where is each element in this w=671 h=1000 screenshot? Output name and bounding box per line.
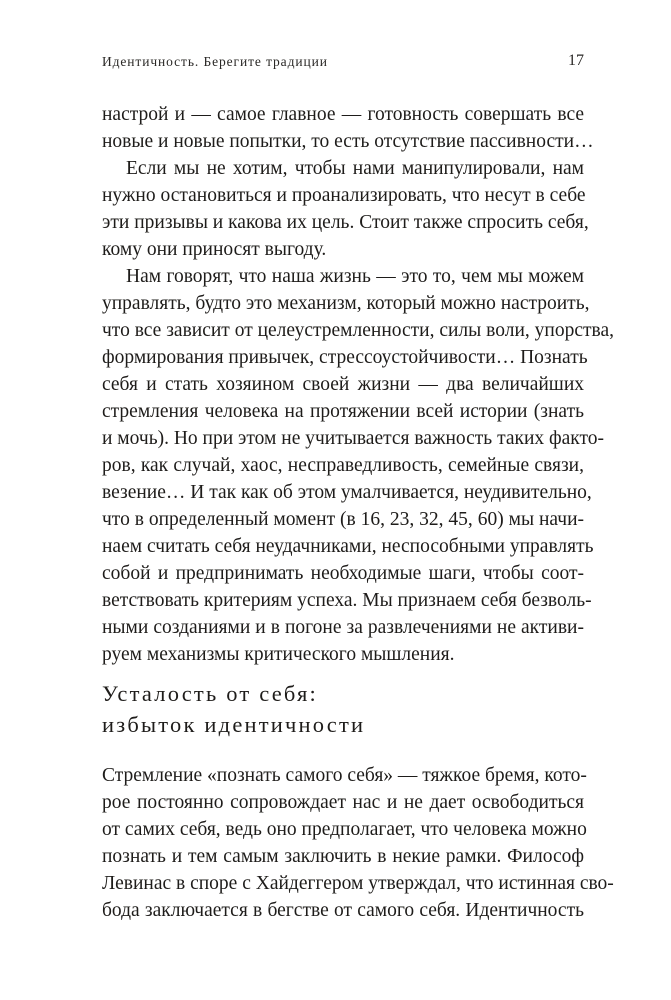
body-text-line: рое постоянно сопровождает нас и не дает освободиться xyxy=(102,792,584,813)
body-text-line: и мочь). Но при этом не учитывается важность таких факто- xyxy=(102,428,605,449)
body-text-line: новые и новые попытки, то есть отсутствие пассивности… xyxy=(102,131,594,152)
body-text-line: что все зависит от целеустремленности, силы воли, упорства, xyxy=(102,320,614,341)
body-text-line: кому они приносят выгоду. xyxy=(102,239,327,260)
section-heading-line-2: избыток идентичности xyxy=(102,712,366,737)
body-text-line: настрой и — самое главное — готовность совершать все xyxy=(102,104,584,125)
body-text-line: себя и стать хозяином своей жизни — два величайших xyxy=(102,374,584,395)
section-heading-line-1: Усталость от себя: xyxy=(102,681,318,706)
running-header-title: Идентичность. Берегите традиции xyxy=(102,54,328,69)
body-text-line: собой и предпринимать необходимые шаги, чтобы соот- xyxy=(102,563,584,584)
body-text-line: Левинас в споре с Хайдеггером утверждал, что истинная сво- xyxy=(102,873,614,894)
body-text-line: ными созданиями и в погоне за развлечениями не активи- xyxy=(102,617,584,638)
body-text-line: руем механизмы критического мышления. xyxy=(102,644,455,665)
body-text-line: ветствовать критериям успеха. Мы признаем себя безволь- xyxy=(102,590,592,611)
body-text-line: эти призывы и какова их цель. Стоит также спросить себя, xyxy=(102,212,589,233)
body-text-line: познать и тем самым заключить в некие рамки. Философ xyxy=(102,846,584,867)
body-text-line: нужно остановиться и проанализировать, что несут в себе xyxy=(102,185,586,206)
body-text-line: стремления человека на протяжении всей истории (знать xyxy=(102,401,584,422)
body-text-line: везение… И так как об этом умалчивается, неудивительно, xyxy=(102,482,592,503)
body-text-line: Нам говорят, что наша жизнь — это то, чем мы можем xyxy=(126,266,584,287)
page-number: 17 xyxy=(568,52,584,69)
body-text-line: ров, как случай, хаос, несправедливость, семейные связи, xyxy=(102,455,584,476)
body-text-line: Если мы не хотим, чтобы нами манипулировали, нам xyxy=(126,158,584,179)
body-text-line: от самих себя, ведь оно предполагает, что человека можно xyxy=(102,819,587,840)
body-text-line: Стремление «познать самого себя» — тяжкое бремя, кото- xyxy=(102,765,587,786)
body-text-line: наем считать себя неудачниками, неспособными управлять xyxy=(102,536,594,557)
body-text-line: бода заключается в бегстве от самого себя. Идентичность xyxy=(102,900,584,921)
body-text-line: формирования привычек, стрессоустойчивости… Познать xyxy=(102,347,588,368)
body-text-line: управлять, будто это механизм, который можно настроить, xyxy=(102,293,590,314)
body-text-line: что в определенный момент (в 16, 23, 32, 45, 60) мы начи- xyxy=(102,509,584,530)
